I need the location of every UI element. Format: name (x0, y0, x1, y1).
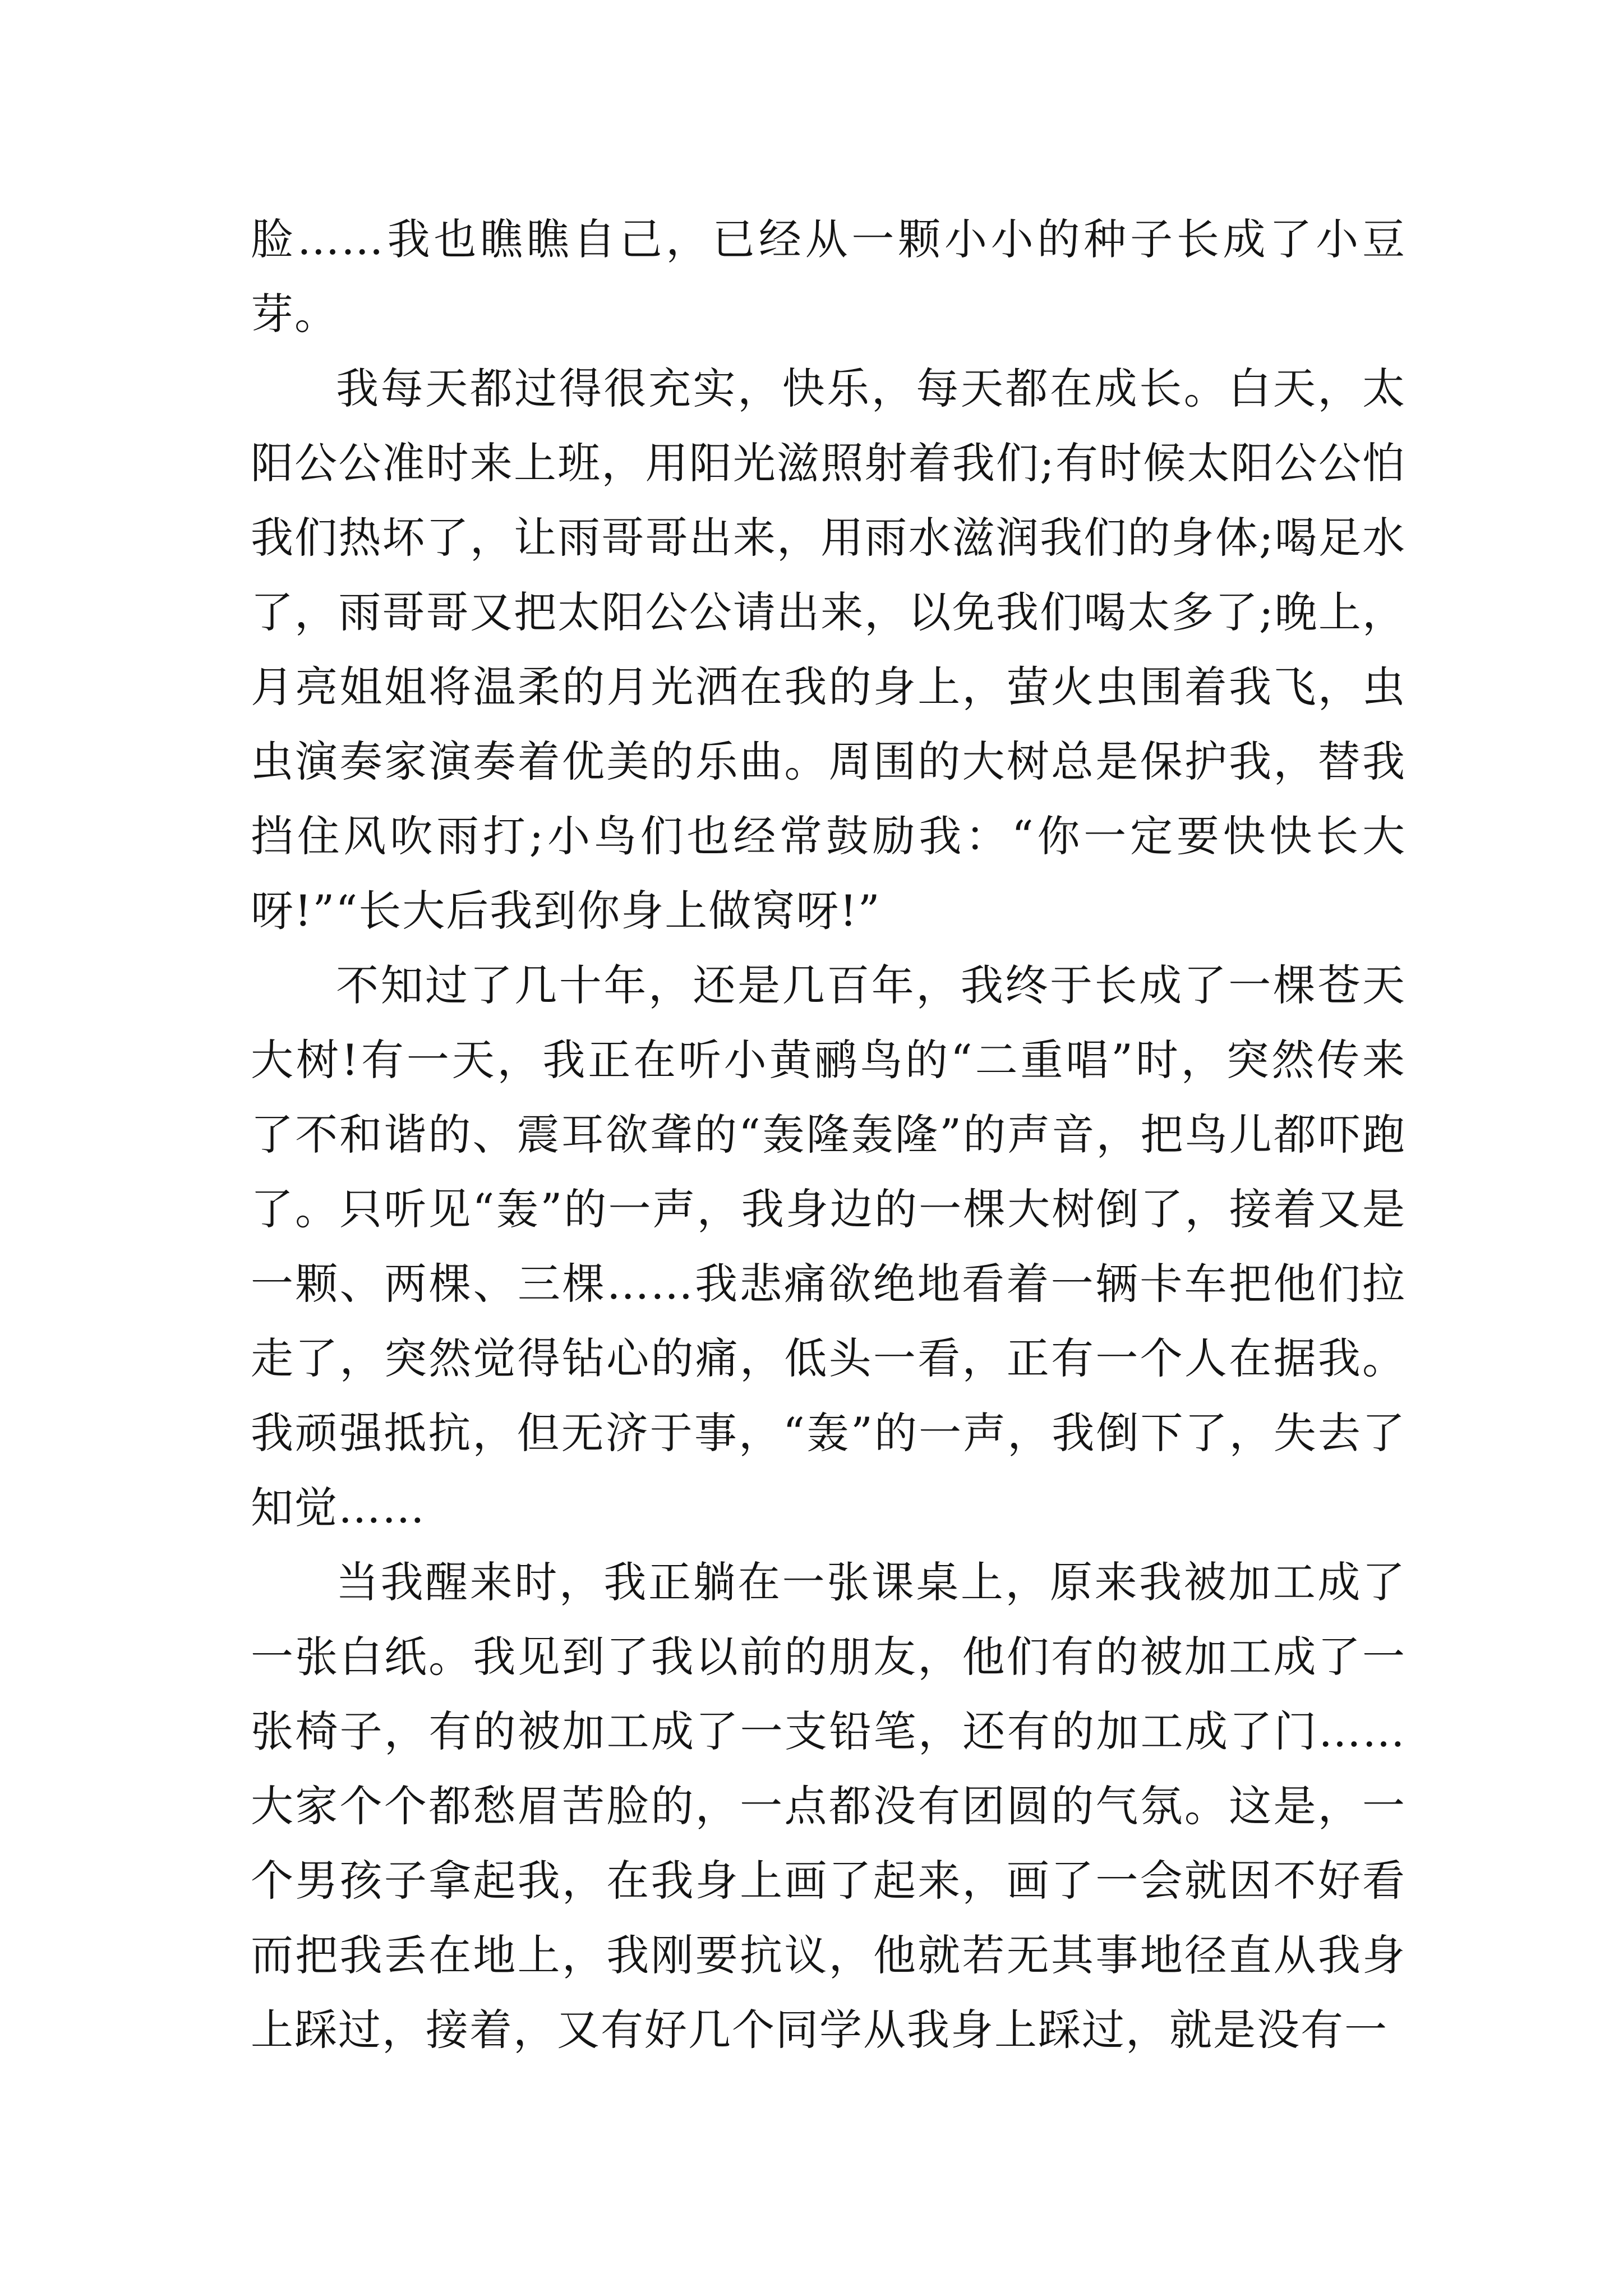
paragraph: 不知过了几十年，还是几百年，我终于长成了一棵苍天大树!有一天，我正在听小黄鹂鸟的“二重唱”时，突然传来了不和谐的、震耳欲聋的“轰隆轰隆”的声音，把鸟儿都吓跑了。只听见“轰”的一声，我身边的一棵大树倒了，接着又是一颗、两棵、三棵……我悲痛欲绝地看着一辆卡车把他们拉走了，突然觉得钻心的痛，低头一看，正有一个人在据我。我顽强抵抗，但无济于事，“轰”的一声，我倒下了，失去了知觉…… (251, 960, 1406, 1533)
paragraph: 脸……我也瞧瞧自己，已经从一颗小小的种子长成了小豆芽。 (251, 214, 1406, 339)
paragraph: 我每天都过得很充实，快乐，每天都在成长。白天，太阳公公准时来上班，用阳光滋照射着我们;有时候太阳公公怕我们热坏了，让雨哥哥出来，用雨水滋润我们的身体;喝足水了，雨哥哥又把太阳公公请出来，以免我们喝太多了;晚上，月亮姐姐将温柔的月光洒在我的身上，萤火虫围着我飞，虫虫演奏家演奏着优美的乐曲。周围的大树总是保护我，替我挡住风吹雨打;小鸟们也经常鼓励我：“你一定要快快长大呀!”“长大后我到你身上做窝呀!” (251, 364, 1406, 936)
paragraph: 当我醒来时，我正躺在一张课桌上，原来我被加工成了一张白纸。我见到了我以前的朋友，他们有的被加工成了一张椅子，有的被加工成了一支铅笔，还有的加工成了门……大家个个都愁眉苦脸的，一点都没有团圆的气氛。这是，一个男孩子拿起我，在我身上画了起来，画了一会就因不好看而把我丢在地上，我刚要抗议，他就若无其事地径直从我身上踩过，接着，又有好几个同学从我身上踩过，就是没有一 (251, 1557, 1406, 2055)
body-text (251, 202, 1406, 2067)
